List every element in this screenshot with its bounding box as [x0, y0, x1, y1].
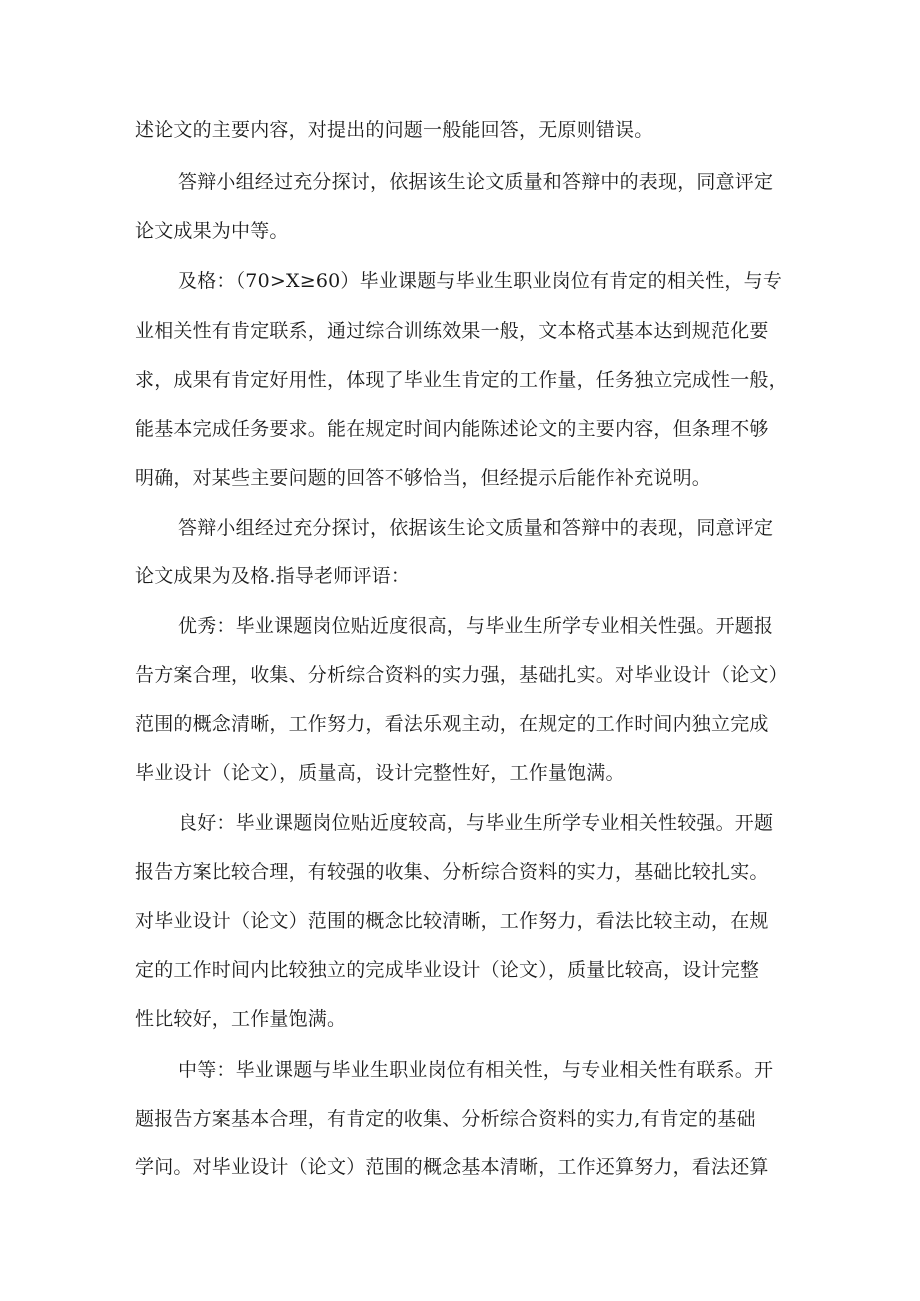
text-line: 能基本完成任务要求。能在规定时间内能陈述论文的主要内容，但条理不够	[135, 418, 769, 440]
text-line: 业相关性有肯定联系，通过综合训练效果一般，文本格式基本达到规范化要	[135, 320, 769, 342]
text-line: 范围的概念清晰，工作努力，看法乐观主动，在规定的工作时间内独立完成	[135, 713, 769, 735]
text-line: 题报告方案基本合理，有肯定的收集、分析综合资料的实力,有肯定的基础	[135, 1108, 756, 1130]
text-line: 良好：毕业课题岗位贴近度较高，与毕业生所学专业相关性较强。开题	[178, 812, 774, 834]
text-line: 及格：（70>X≥60）毕业课题与毕业生职业岗位有肯定的相关性，与专	[178, 270, 783, 292]
text-line: 学问。对毕业设计（论文）范围的概念基本清晰，工作还算努力，看法还算	[135, 1156, 769, 1178]
text-line: 答辩小组经过充分探讨，依据该生论文质量和答辩中的表现，同意评定	[178, 171, 774, 193]
text-line: 中等：毕业课题与毕业生职业岗位有相关性，与专业相关性有联系。开	[178, 1059, 774, 1081]
text-line: 毕业设计（论文），质量高，设计完整性好，工作量饱满。	[135, 762, 625, 784]
text-line: 论文成果为及格.指导老师评语：	[135, 565, 411, 587]
text-line: 性比较好，工作量饱满。	[135, 1008, 347, 1030]
text-line: 报告方案比较合理，有较强的收集、分析综合资料的实力，基础比较扎实。	[135, 861, 769, 883]
text-line: 求，成果有肯定好用性，体现了毕业生肯定的工作量，任务独立完成性一般，	[135, 369, 788, 391]
text-line: 明确，对某些主要问题的回答不够恰当，但经提示后能作补充说明。	[135, 467, 712, 489]
text-line: 优秀：毕业课题岗位贴近度很高，与毕业生所学专业相关性强。开题报	[178, 615, 774, 637]
text-line: 对毕业设计（论文）范围的概念比较清晰，工作努力，看法比较主动，在规	[135, 910, 769, 932]
text-line: 答辩小组经过充分探讨，依据该生论文质量和答辩中的表现，同意评定	[178, 517, 774, 539]
text-line: 告方案合理，收集、分析综合资料的实力强，基础扎实。对毕业设计（论文）	[135, 664, 788, 686]
text-line: 述论文的主要内容，对提出的问题一般能回答，无原则错误。	[135, 119, 654, 141]
text-line: 论文成果为中等。	[135, 220, 289, 242]
text-line: 定的工作时间内比较独立的完成毕业设计（论文），质量比较高，设计完整	[135, 959, 760, 981]
